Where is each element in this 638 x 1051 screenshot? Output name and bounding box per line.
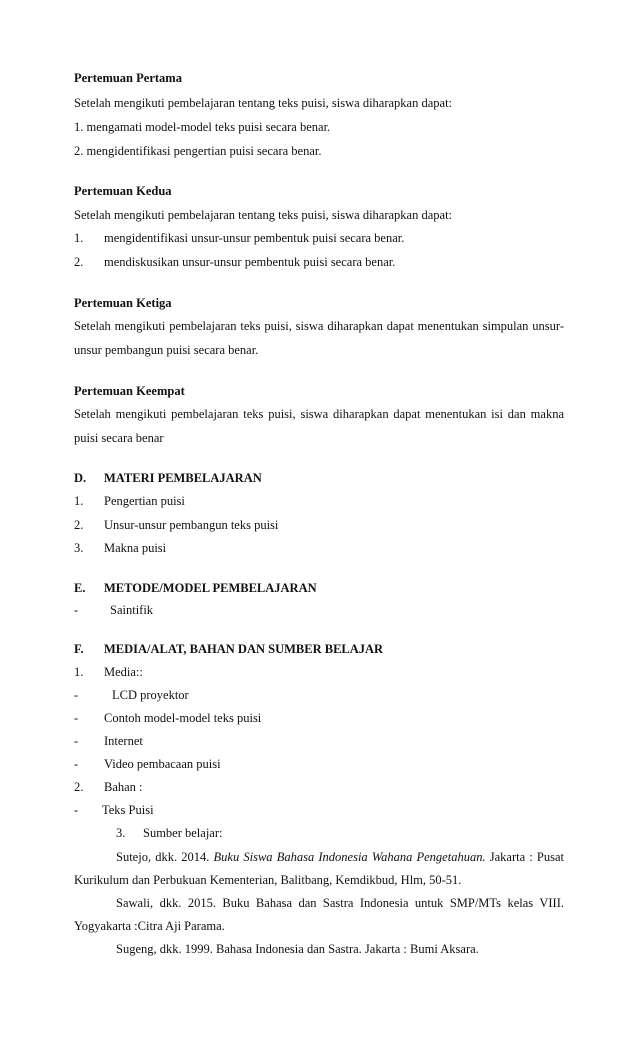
heading-pertemuan-keempat: Pertemuan Keempat: [74, 384, 185, 398]
section-d-item-1-num: 1.: [74, 494, 84, 508]
p2-item-1-num: 1.: [74, 231, 84, 245]
media-item-4-num: -: [74, 757, 79, 771]
section-d-title: MATERI PEMBELAJARAN: [104, 471, 262, 485]
section-e-item-1-text: Saintifik: [110, 603, 154, 617]
bahan-item-1-text: Teks Puisi: [102, 803, 154, 817]
media-item-1-text: LCD proyektor: [112, 688, 189, 702]
bahan-item-1-num: -: [74, 803, 79, 817]
section-f-title: MEDIA/ALAT, BAHAN DAN SUMBER BELAJAR: [104, 642, 384, 656]
media-item-4-text: Video pembacaan puisi: [104, 757, 221, 771]
p4-line-2: puisi secara benar: [74, 431, 164, 445]
section-d-item-2-num: 2.: [74, 518, 84, 532]
section-d-item-3-text: Makna puisi: [104, 541, 167, 555]
section-d-item-1-text: Pengertian puisi: [104, 494, 185, 508]
media-item-3-num: -: [74, 734, 79, 748]
media-label: Media::: [104, 665, 143, 679]
reference-2-line-2: Yogyakarta :Citra Aji Parama.: [74, 919, 225, 933]
section-f-letter: F.: [74, 642, 84, 656]
reference-2-line-1: Sawali, dkk. 2015. Buku Bahasa dan Sastra Indonesia untuk SMP/MTs kelas VIII.: [116, 896, 564, 910]
section-e-letter: E.: [74, 581, 86, 595]
p1-item-2: 2. mengidentifikasi pengertian puisi secara benar.: [74, 144, 322, 158]
section-e-title: METODE/MODEL PEMBELAJARAN: [104, 581, 317, 595]
reference-1-author: Sutejo, dkk. 2014.: [116, 850, 210, 864]
heading-pertemuan-kedua: Pertemuan Kedua: [74, 184, 172, 198]
media-item-1-num: -: [74, 688, 79, 702]
sumber-num: 3.: [116, 826, 126, 840]
p1-intro: Setelah mengikuti pembelajaran tentang teks puisi, siswa diharapkan dapat:: [74, 96, 453, 110]
media-item-2-text: Contoh model-model teks puisi: [104, 711, 262, 725]
media-item-3-text: Internet: [104, 734, 143, 748]
reference-1-line-1: [116, 849, 564, 865]
p2-item-2-num: 2.: [74, 255, 84, 269]
p3-line-1: Setelah mengikuti pembelajaran teks puisi, siswa diharapkan dapat menentukan simpulan unsur-: [74, 319, 564, 333]
section-d-item-2-text: Unsur-unsur pembangun teks puisi: [104, 518, 279, 532]
p4-line-1: Setelah mengikuti pembelajaran teks puisi, siswa diharapkan dapat menentukan isi dan makna: [74, 407, 564, 421]
bahan-label: Bahan :: [104, 780, 143, 794]
p2-intro: Setelah mengikuti pembelajaran tentang teks puisi, siswa diharapkan dapat:: [74, 208, 453, 222]
section-d-item-3-num: 3.: [74, 541, 84, 555]
sumber-label: Sumber belajar:: [143, 826, 223, 840]
reference-1-title: Buku Siswa Bahasa Indonesia Wahana Pengetahuan.: [213, 850, 486, 864]
section-d-letter: D.: [74, 471, 87, 485]
heading-pertemuan-ketiga: Pertemuan Ketiga: [74, 296, 172, 310]
p2-item-2-text: mendiskusikan unsur-unsur pembentuk puisi secara benar.: [104, 255, 396, 269]
p3-line-2: unsur pembangun puisi secara benar.: [74, 343, 259, 357]
bahan-num: 2.: [74, 780, 84, 794]
reference-3-line-1: Sugeng, dkk. 1999. Bahasa Indonesia dan Sastra. Jakarta : Bumi Aksara.: [116, 942, 479, 956]
reference-1-publisher: Jakarta : Pusat: [489, 850, 564, 864]
reference-1-line-2: Kurikulum dan Perbukuan Kementerian, Balitbang, Kemdikbud, Hlm, 50-51.: [74, 873, 462, 887]
media-num: 1.: [74, 665, 84, 679]
p1-item-1: 1. mengamati model-model teks puisi secara benar.: [74, 120, 331, 134]
p2-item-1-text: mengidentifikasi unsur-unsur pembentuk puisi secara benar.: [104, 231, 405, 245]
media-item-2-num: -: [74, 711, 79, 725]
heading-pertemuan-pertama: Pertemuan Pertama: [74, 71, 182, 85]
section-e-item-1-num: -: [74, 603, 79, 617]
